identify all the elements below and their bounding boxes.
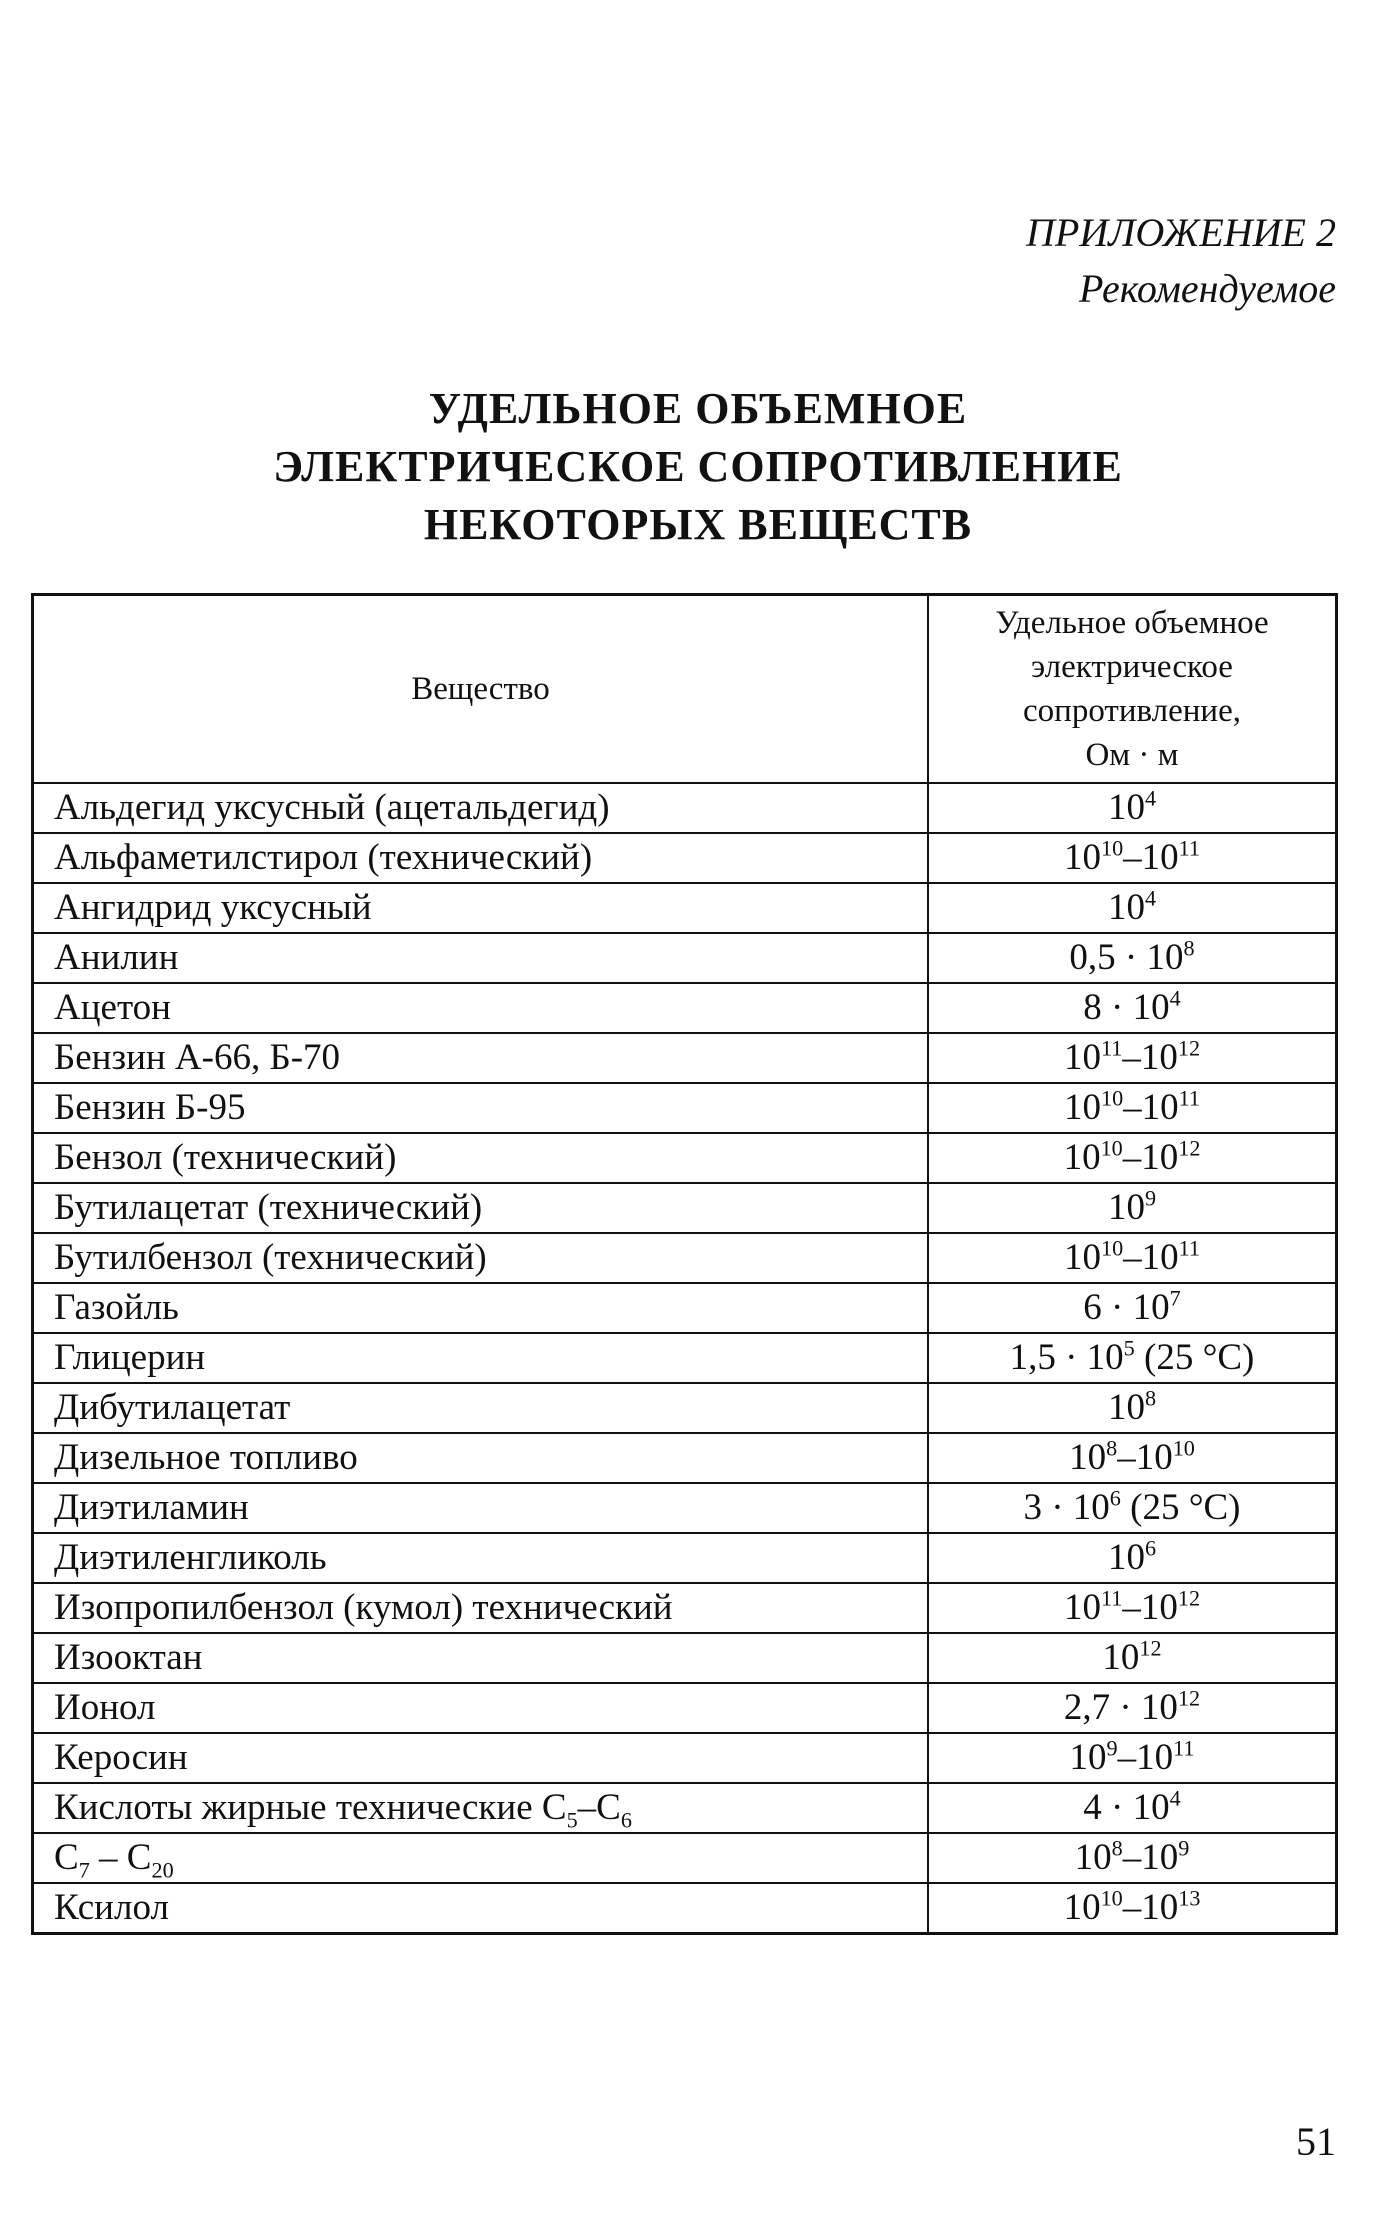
header-resistivity-line: электрическое (1031, 649, 1233, 685)
substance-cell: $C_7 - C_{20}$ (33, 1833, 929, 1883)
table-row (33, 783, 1337, 833)
substance-cell: Альдегид уксусный (ацетальдегид) (33, 783, 929, 833)
table-row (33, 1583, 1337, 1633)
table-row (33, 1133, 1337, 1183)
page-title (0, 380, 1396, 554)
title-line: УДЕЛЬНОЕ ОБЪЕМНОЕ (428, 384, 968, 433)
substance-cell: Глицерин (33, 1333, 929, 1383)
resistivity-cell: $10^{10}-10^{11}$ (928, 833, 1337, 883)
resistivity-cell: $10^9-10^{11}$ (928, 1733, 1337, 1783)
substance-cell: Диэтиламин (33, 1483, 929, 1533)
substance-cell: Бензин А-66, Б-70 (33, 1033, 929, 1083)
table-row (33, 1033, 1337, 1083)
substance-cell: Газойль (33, 1283, 929, 1333)
table-row (33, 1083, 1337, 1133)
resistivity-cell: $8 \cdot 10^4$ (928, 983, 1337, 1033)
substance-cell: Ксилол (33, 1883, 929, 1934)
resistivity-cell: $10^{10}-10^{11}$ (928, 1233, 1337, 1283)
resistivity-table (31, 593, 1338, 1935)
substance-cell: Дибутилацетат (33, 1383, 929, 1433)
resistivity-cell: $10^9$ (928, 1183, 1337, 1233)
header-resistivity-line: Удельное объемное (995, 605, 1269, 641)
table-row (33, 833, 1337, 883)
table-row (33, 1733, 1337, 1783)
appendix-status: Рекомендуемое (1078, 266, 1336, 311)
table-body (33, 783, 1337, 1934)
table-row (33, 1433, 1337, 1483)
resistivity-cell: $10^{11}-10^{12}$ (928, 1033, 1337, 1083)
header-substance: Вещество (33, 595, 929, 784)
table-row (33, 1533, 1337, 1583)
substance-cell: Альфаметилстирол (технический) (33, 833, 929, 883)
resistivity-cell: $10^4$ (928, 883, 1337, 933)
title-line: ЭЛЕКТРИЧЕСКОЕ СОПРОТИВЛЕНИЕ (273, 442, 1123, 491)
table-row (33, 1283, 1337, 1333)
table-row (33, 1633, 1337, 1683)
table-row (33, 1683, 1337, 1733)
table-row (33, 1233, 1337, 1283)
appendix-block (1026, 205, 1336, 317)
resistivity-cell: $10^{10}-10^{12}$ (928, 1133, 1337, 1183)
substance-cell: Бутилацетат (технический) (33, 1183, 929, 1233)
page-number: 51 (1296, 2119, 1336, 2164)
table-row (33, 1383, 1337, 1433)
substance-cell: Бензол (технический) (33, 1133, 929, 1183)
table-row (33, 933, 1337, 983)
appendix-label: ПРИЛОЖЕНИЕ 2 (1026, 210, 1336, 255)
resistivity-cell: $6 \cdot 10^7$ (928, 1283, 1337, 1333)
table-row (33, 1833, 1337, 1883)
table-row (33, 883, 1337, 933)
resistivity-cell: $1,5 \cdot 10^5$ (25 °С) (928, 1333, 1337, 1383)
resistivity-cell: $10^{12}$ (928, 1633, 1337, 1683)
table-row (33, 1483, 1337, 1533)
header-resistivity (928, 595, 1337, 784)
substance-cell: Бутилбензол (технический) (33, 1233, 929, 1283)
substance-cell: Кислоты жирные технические $C_5-C_6$ (33, 1783, 929, 1833)
substance-cell: Изооктан (33, 1633, 929, 1683)
resistivity-cell: $10^{10}-10^{13}$ (928, 1883, 1337, 1934)
title-line: НЕКОТОРЫХ ВЕЩЕСТВ (423, 500, 973, 549)
substance-cell: Бензин Б-95 (33, 1083, 929, 1133)
table-row (33, 1883, 1337, 1934)
resistivity-cell: $10^4$ (928, 783, 1337, 833)
resistivity-cell: $4 \cdot 10^4$ (928, 1783, 1337, 1833)
substance-cell: Ацетон (33, 983, 929, 1033)
substance-cell: Ионол (33, 1683, 929, 1733)
substance-cell: Диэтиленгликоль (33, 1533, 929, 1583)
substance-cell: Керосин (33, 1733, 929, 1783)
resistivity-cell: $2,7 \cdot 10^{12}$ (928, 1683, 1337, 1733)
substance-cell: Ангидрид уксусный (33, 883, 929, 933)
resistivity-cell: $0,5 \cdot 10^8$ (928, 933, 1337, 983)
resistivity-cell: $10^8-10^{10}$ (928, 1433, 1337, 1483)
substance-cell: Анилин (33, 933, 929, 983)
table-row (33, 1783, 1337, 1833)
resistivity-cell: $10^8$ (928, 1383, 1337, 1433)
table-row (33, 1183, 1337, 1233)
resistivity-cell: $10^6$ (928, 1533, 1337, 1583)
header-resistivity-unit: Ом · м (1085, 737, 1179, 773)
substance-cell: Дизельное топливо (33, 1433, 929, 1483)
table-row (33, 1333, 1337, 1383)
resistivity-cell: $10^{11}-10^{12}$ (928, 1583, 1337, 1633)
resistivity-cell: $10^{10}-10^{11}$ (928, 1083, 1337, 1133)
substance-cell: Изопропилбензол (кумол) технический (33, 1583, 929, 1633)
table-header-row (33, 595, 1337, 784)
table-row (33, 983, 1337, 1033)
resistivity-cell: $3 \cdot 10^6$ (25 °С) (928, 1483, 1337, 1533)
resistivity-cell: $10^8-10^9$ (928, 1833, 1337, 1883)
header-resistivity-line: сопротивление, (1023, 693, 1241, 729)
